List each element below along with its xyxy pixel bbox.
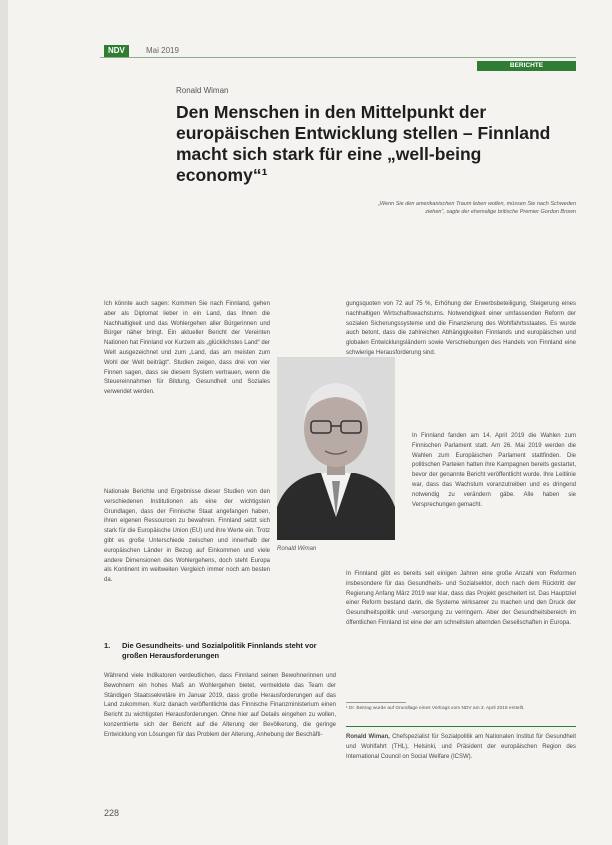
footnote-rule bbox=[346, 702, 406, 703]
photo-caption: Ronald Wiman bbox=[277, 546, 317, 552]
author-name: Ronald Wiman bbox=[176, 86, 229, 95]
page-edge bbox=[0, 0, 8, 845]
author-bio bbox=[346, 726, 576, 803]
ndv-logo: NDV bbox=[104, 45, 129, 57]
body-paragraph-2: Nationale Berichte und Ergebnisse dieser Studien von den verschiedenen Institutionen als eine der wichtigsten Grundlagen, dass der Finnische Staat angefangen haben, ihren eigenen Ressourcen zu bewahren. Finnland setzt sich stark für die Europäische Union (EU) und ihre Werte ein. Trotz gibt es große Unterschiede zwischen und innerhalb der europäischen Länder in Bezug auf Einkommen und viele andere Dimensionen des Wohlergehens, doch steht Europa als Kontinent im weltweiten Vergleich immer noch am besten da. bbox=[104, 489, 270, 584]
epigraph-quote: „Wenn Sie den amerikanischen Traum leben wollen, müssen Sie nach Schweden ziehen“, sagte der ehemalige britische Premier Gordon Brown bbox=[378, 201, 576, 215]
header-rule bbox=[100, 57, 576, 58]
author-photo bbox=[277, 357, 395, 540]
section-tag: BERICHTE bbox=[477, 61, 576, 71]
author-bio-text bbox=[346, 733, 576, 762]
author-bio-description: Chefspezialist für Sozialpolitik am Nationalen Institut für Gesundheit und Wohlfahrt (THL), Helsinki, und Präsident der europäischen Region des International Council on Social Welfare (ICSW). bbox=[346, 734, 577, 760]
article-title: Den Menschen in den Mittelpunkt der europäischen Entwicklung stellen – Finnland macht sich stark für eine „well-being economy“¹ bbox=[176, 102, 551, 185]
portrait-illustration bbox=[277, 357, 395, 540]
body-paragraph-section1: Während viele Indikatoren verdeutlichen, dass Finnland seinen Bewohnerinnen und Bewohnern ein hohes Maß an Wohlergehen bietet, vermeldete das Team der Ständigen Staatssekretäre im Januar 2019, dass große Herausforderungen auf das Land zukommen. Kurz danach veröffentlichte das Finnische Finanzministerium einen Bericht zu wichtigsten Herausforderungen. Ohne hier auf Details eingehen zu wollen, konzentrierte sich der Bericht auf die Alterung der Bevölkerung, die geringe Entwicklung von Lösungen für das Problem der Alterung, Anhebung der Beschäfti- bbox=[104, 673, 336, 738]
author-bio-name: Ronald Wiman, bbox=[346, 734, 390, 740]
issue-date: Mai 2019 bbox=[146, 46, 179, 55]
section-heading bbox=[104, 641, 336, 661]
body-paragraph-col2: gungsquoten von 72 auf 75 %, Erhöhung der Erwerbsbeteiligung, Steigerung eines nachhaltigen Wirtschaftswachstums. Notwendigkeit einer umfassenden Reform der sozialen Sicherungssysteme und die Finanzierung des Wohlfahrtsstaates. Es wurde auch betont, dass die zahlreichen Abhängigkeiten Finnlands und europäischen und globalen Entwicklungsländern sowie Verschiebungen des Handels von Finnland eine schwierige Herausforderung sind. bbox=[346, 301, 576, 356]
body-paragraph-elections: In Finnland fanden am 14. April 2019 die Wahlen zum Finnischen Parlament statt. Am 26. Mai 2019 werden die Wahlen zum Europäischen Parlament stattfinden. Die politischen Parteien hatten ihre Kampagnen bereits gestartet, bevor der genannte Bericht veröffentlicht wurde. Ihre Leitlinie war, dass das Wachstum voranzutreiben und es dringend notwendig zu verändern gäbe. Alle haben sie Versprechungen gemacht. bbox=[412, 433, 576, 508]
footnote: ¹ Dr. Beitrag wurde auf Grundlage eines Vortrags vom NDV am 3. April 2019 erstellt. bbox=[346, 706, 525, 711]
section-title: Die Gesundheits- und Sozialpolitik Finnlands steht vor großen Herausforderungen bbox=[122, 641, 317, 660]
body-paragraph-reforms: In Finnland gibt es bereits seit einigen Jahren eine große Anzahl von Reformen insbesondere für das Gesundheits- und Sozialsektor, doch nach dem Rücktritt der Regierung Anfang März 2019 war klar, dass das Projekt gescheitert ist. Das Hauptziel einer Reform bestand darin, die Systeme wirksamer zu machen und den Druck der Gesundheitspolitik und -versorgung zu verringern. Aber der Gesundheitsbereich im öffentlichen Finnland ist eine der am schnellsten alternden Gesellschaften in Europa. bbox=[346, 571, 576, 626]
body-paragraph-1: Ich könnte auch sagen: Kommen Sie nach Finnland, gehen aber als Diplomat lieber in ein Land, das Ihnen die Nachhaltigkeit und das Wohlergehen aller Bürgerinnen und Bürger näher bringt. Ein aktueller Bericht der Vereinten Nationen hat Finnland vor Kurzem als „glücklichstes Land“ der Welt ausgezeichnet und zum „Land, das am meisten zum Wohl der Welt beiträgt“. Studien zeigen, dass drei von vier Finnen sagen, dass sie diesem System vertrauen, wenn die Steuereinnahmen für Bildung, Gesundheit und Soziales verwendet werden. bbox=[104, 301, 270, 396]
section-number: 1. bbox=[104, 641, 111, 650]
page-number: 228 bbox=[104, 808, 120, 818]
